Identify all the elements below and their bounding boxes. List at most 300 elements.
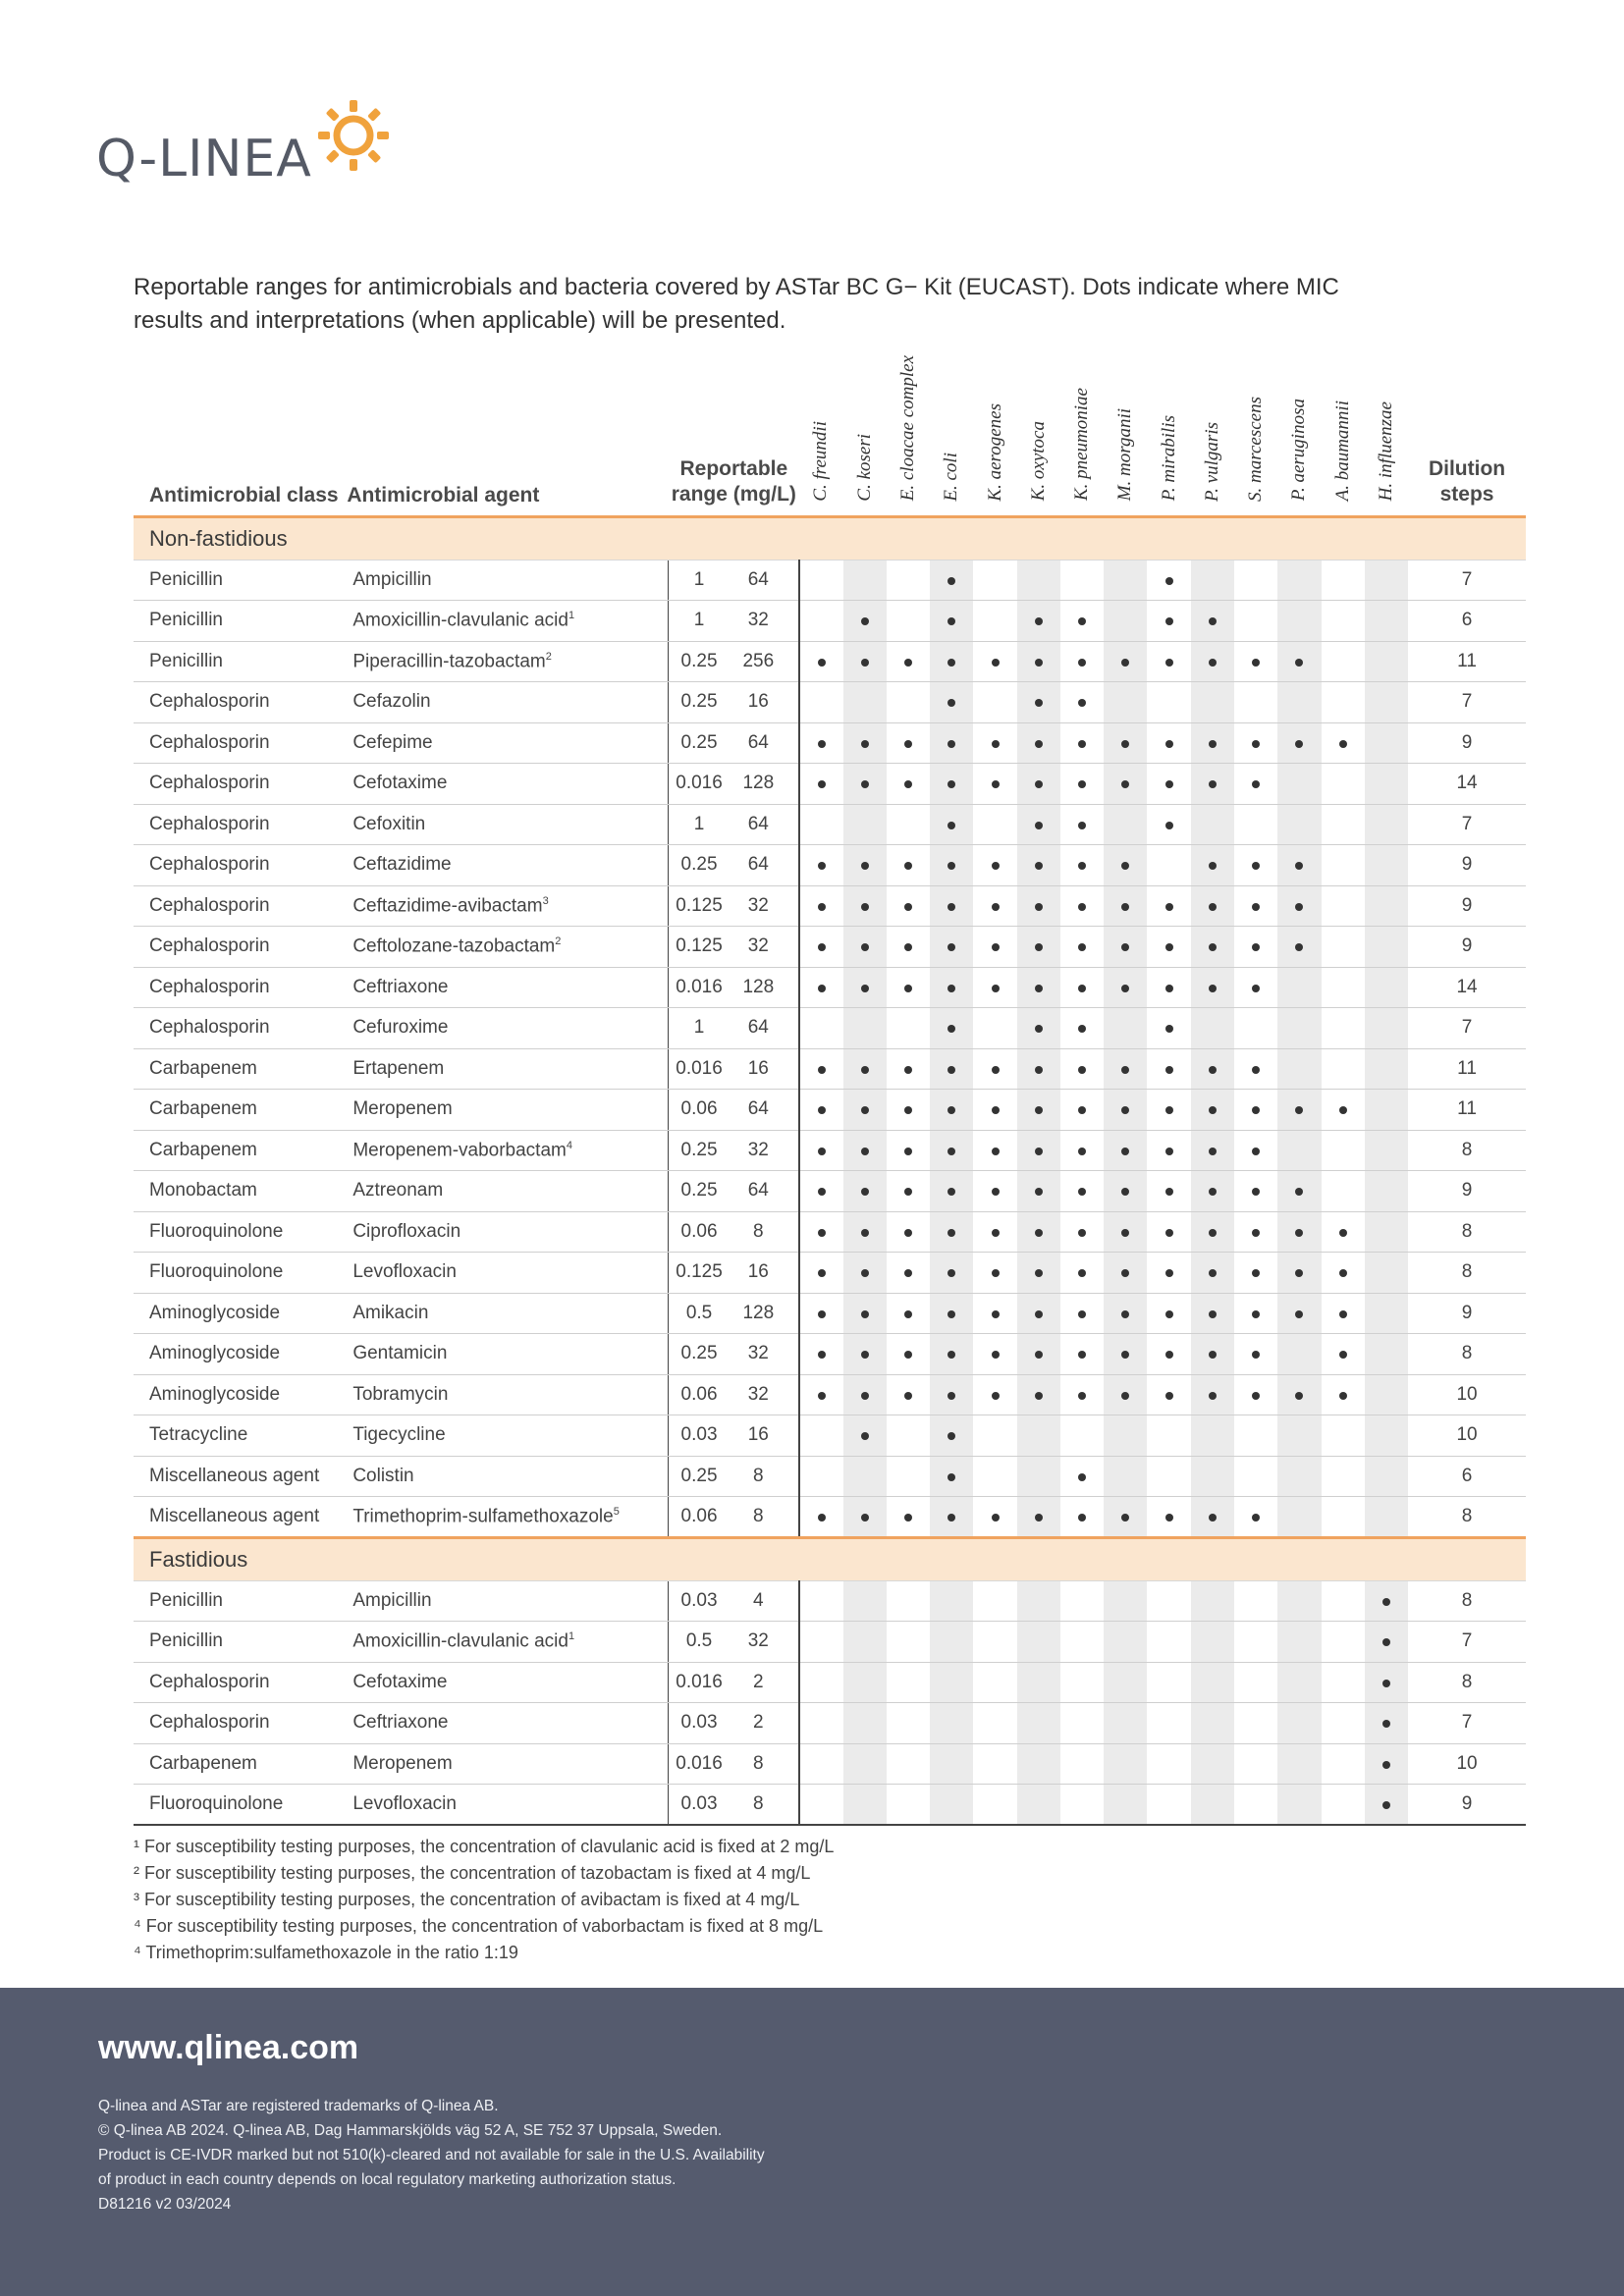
company-logo [96,96,410,194]
result-dot-icon [1252,1514,1260,1522]
organism-cell [1191,1253,1234,1294]
table-body [134,516,1526,1825]
organism-cell [973,1456,1016,1497]
organism-cell [799,845,842,886]
result-dot-icon [818,1310,826,1318]
organism-cell [843,1374,887,1415]
organism-cell [930,641,973,682]
result-dot-icon [1252,943,1260,951]
organism-cell [1017,1130,1060,1171]
organism-cell [887,1048,930,1090]
result-dot-icon [861,1310,869,1318]
organism-cell [973,1334,1016,1375]
agent-name: Ampicillin [352,568,432,590]
organism-cell [1234,1415,1277,1457]
organism-cell [1322,927,1365,968]
antimicrobial-class-cell: Aminoglycoside [134,1334,347,1375]
logo-wordmark: Q-LINEA [96,130,312,188]
organism-cell [1365,1497,1408,1538]
result-dot-icon [904,985,912,992]
organism-cell [887,1171,930,1212]
antimicrobial-agent-cell [347,1253,668,1294]
range-min-cell: 0.5 [668,1622,730,1663]
result-dot-icon [947,943,955,951]
organism-cell [1104,967,1147,1008]
result-dot-icon [992,1106,1000,1114]
organism-cell [799,1090,842,1131]
organism-cell [799,641,842,682]
organism-cell [843,1253,887,1294]
antimicrobial-class-cell: Cephalosporin [134,845,347,886]
organism-cell [843,722,887,764]
result-dot-icon [818,862,826,870]
dilution-steps-cell: 9 [1408,885,1526,927]
table-row [134,1090,1526,1131]
result-dot-icon [1121,740,1129,748]
antimicrobial-class-cell: Carbapenem [134,1743,347,1785]
result-dot-icon [947,699,955,707]
result-dot-icon [1078,1351,1086,1359]
organism-cell [1060,1374,1104,1415]
organism-cell [1060,1497,1104,1538]
organism-cell [973,1622,1016,1663]
result-dot-icon [1295,659,1303,667]
organism-cell [1147,1374,1190,1415]
organism-cell [1104,682,1147,723]
result-dot-icon [861,740,869,748]
footnote-marker: 1 [568,610,575,622]
organism-cell [887,1497,930,1538]
result-dot-icon [1121,1229,1129,1237]
result-dot-icon [1078,1066,1086,1074]
organism-cell [973,1293,1016,1334]
result-dot-icon [904,1106,912,1114]
organism-cell [799,1171,842,1212]
organism-label: P. mirabilis [1158,415,1179,502]
result-dot-icon [1035,617,1043,625]
result-dot-icon [947,780,955,788]
organism-cell [1104,1415,1147,1457]
organism-cell [1277,601,1321,642]
organism-cell [887,1293,930,1334]
organism-cell [1234,804,1277,845]
dilution-steps-cell: 8 [1408,1580,1526,1622]
organism-cell [843,804,887,845]
result-dot-icon [947,577,955,585]
organism-cell [1277,1374,1321,1415]
organism-cell [973,1743,1016,1785]
result-dot-icon [1078,1106,1086,1114]
result-dot-icon [1209,1229,1217,1237]
antimicrobial-class-cell: Tetracycline [134,1415,347,1457]
dilution-steps-cell: 9 [1408,927,1526,968]
organism-cell [1322,722,1365,764]
organism-cell [843,1415,887,1457]
table-row [134,885,1526,927]
result-dot-icon [1165,822,1173,829]
agent-name: Tobramycin [352,1383,449,1405]
dilution-steps-cell: 9 [1408,1171,1526,1212]
agent-name: Gentamicin [352,1343,448,1364]
range-min-cell: 1 [668,601,730,642]
dilution-steps-cell: 8 [1408,1497,1526,1538]
organism-cell [1365,1456,1408,1497]
range-min-cell: 0.25 [668,1456,730,1497]
organism-cell [799,560,842,601]
organism-cell [973,1703,1016,1744]
organism-cell [1060,1293,1104,1334]
organism-cell [930,804,973,845]
result-dot-icon [992,1148,1000,1155]
result-dot-icon [947,903,955,911]
result-dot-icon [861,1066,869,1074]
website-link[interactable]: www.qlinea.com [98,2029,359,2066]
result-dot-icon [1078,659,1086,667]
organism-label: C. freundii [810,420,832,502]
organism-cell [930,1171,973,1212]
range-max-cell: 16 [730,1253,799,1294]
result-dot-icon [1209,1066,1217,1074]
range-max-cell: 16 [730,1048,799,1090]
result-dot-icon [992,1229,1000,1237]
organism-cell [1147,560,1190,601]
result-dot-icon [861,1351,869,1359]
result-dot-icon [1078,943,1086,951]
result-dot-icon [1035,740,1043,748]
range-max-cell: 32 [730,885,799,927]
result-dot-icon [1121,1106,1129,1114]
organism-cell [973,1171,1016,1212]
organism-cell [1147,601,1190,642]
organism-cell [1277,1415,1321,1457]
result-dot-icon [1252,1106,1260,1114]
antimicrobial-agent-cell [347,1334,668,1375]
organism-cell [973,641,1016,682]
result-dot-icon [1121,985,1129,992]
organism-cell [1017,845,1060,886]
organism-cell [1147,1580,1190,1622]
organism-cell [1191,1743,1234,1785]
organism-cell [1191,1622,1234,1663]
range-max-cell: 64 [730,560,799,601]
organism-cell [1104,764,1147,805]
result-dot-icon [1121,1148,1129,1155]
organism-cell [1277,1580,1321,1622]
organism-cell [1322,1171,1365,1212]
antimicrobial-agent-cell [347,1497,668,1538]
antimicrobial-class-cell: Fluoroquinolone [134,1211,347,1253]
result-dot-icon [1209,1269,1217,1277]
result-dot-icon [1339,1106,1347,1114]
organism-cell [1060,1743,1104,1785]
result-dot-icon [947,1148,955,1155]
result-dot-icon [1382,1680,1390,1687]
organism-cell [1147,804,1190,845]
organism-cell [1322,641,1365,682]
range-max-cell: 16 [730,682,799,723]
header-organism [887,344,930,516]
organism-cell [887,1211,930,1253]
organism-cell [1191,722,1234,764]
organism-cell [1234,1785,1277,1826]
result-dot-icon [1252,862,1260,870]
result-dot-icon [904,659,912,667]
organism-cell [1017,885,1060,927]
result-dot-icon [818,1351,826,1359]
result-dot-icon [1295,903,1303,911]
organism-cell [1017,1048,1060,1090]
range-max-cell: 8 [730,1785,799,1826]
range-max-cell: 64 [730,1008,799,1049]
header-dilution-line1: Dilution [1428,456,1506,480]
organism-cell [1104,885,1147,927]
organism-cell [1277,1211,1321,1253]
range-max-cell: 32 [730,601,799,642]
antimicrobial-agent-cell [347,1703,668,1744]
organism-cell [1322,601,1365,642]
organism-cell [1017,1703,1060,1744]
organism-cell [1322,1048,1365,1090]
result-dot-icon [1382,1761,1390,1769]
organism-cell [843,1008,887,1049]
range-min-cell: 0.25 [668,641,730,682]
organism-cell [1365,885,1408,927]
header-organism [1060,344,1104,516]
organism-cell [1191,845,1234,886]
organism-cell [1147,1253,1190,1294]
table-row [134,845,1526,886]
result-dot-icon [947,1351,955,1359]
organism-cell [930,1130,973,1171]
organism-cell [1017,967,1060,1008]
organism-cell [1017,1374,1060,1415]
organism-cell [1365,641,1408,682]
result-dot-icon [1121,1188,1129,1196]
organism-cell [973,1048,1016,1090]
range-max-cell: 32 [730,1622,799,1663]
organism-cell [1191,885,1234,927]
antimicrobial-agent-cell [347,641,668,682]
organism-cell [973,722,1016,764]
dilution-steps-cell: 10 [1408,1374,1526,1415]
result-dot-icon [1078,780,1086,788]
antimicrobial-agent-cell [347,1662,668,1703]
table-row [134,1456,1526,1497]
result-dot-icon [947,1310,955,1318]
agent-name: Ceftazidime [352,854,452,876]
result-dot-icon [818,1392,826,1400]
antimicrobial-agent-cell [347,885,668,927]
organism-cell [1234,560,1277,601]
organism-cell [799,682,842,723]
organism-cell [1191,1580,1234,1622]
organism-cell [1277,1293,1321,1334]
antimicrobial-class-cell: Aminoglycoside [134,1374,347,1415]
result-dot-icon [904,1392,912,1400]
logo-sun-icon [314,96,393,175]
organism-cell [1147,967,1190,1008]
range-min-cell: 0.06 [668,1090,730,1131]
organism-cell [1322,1703,1365,1744]
result-dot-icon [1209,862,1217,870]
antimicrobial-agent-cell [347,1622,668,1663]
result-dot-icon [861,617,869,625]
table-row [134,1211,1526,1253]
organism-cell [887,1456,930,1497]
organism-cell [973,1662,1016,1703]
agent-name: Levofloxacin [352,1793,457,1814]
organism-cell [1365,1008,1408,1049]
result-dot-icon [947,985,955,992]
organism-cell [1234,1211,1277,1253]
result-dot-icon [904,1514,912,1522]
range-max-cell: 32 [730,1334,799,1375]
organism-cell [887,845,930,886]
table-row [134,1785,1526,1826]
organism-cell [1017,1334,1060,1375]
organism-label: S. marcescens [1245,396,1267,502]
organism-cell [1365,1171,1408,1212]
range-min-cell: 0.03 [668,1785,730,1826]
organism-cell [843,560,887,601]
range-min-cell: 0.03 [668,1580,730,1622]
result-dot-icon [1035,1148,1043,1155]
antimicrobial-agent-cell [347,764,668,805]
organism-cell [1365,764,1408,805]
organism-cell [1060,764,1104,805]
range-max-cell: 128 [730,1293,799,1334]
organism-label: K. aerogenes [984,402,1005,502]
result-dot-icon [861,1392,869,1400]
organism-cell [1277,927,1321,968]
organism-cell [1277,1008,1321,1049]
result-dot-icon [1165,1310,1173,1318]
organism-cell [1104,560,1147,601]
organism-cell [1060,1130,1104,1171]
agent-name: Cefazolin [352,691,431,713]
result-dot-icon [861,1106,869,1114]
result-dot-icon [1078,862,1086,870]
agent-name: Trimethoprim-sulfamethoxazole [352,1505,614,1526]
organism-cell [973,764,1016,805]
organism-cell [1365,1580,1408,1622]
organism-cell [1104,1293,1147,1334]
organism-cell [1017,1253,1060,1294]
table-row [134,927,1526,968]
organism-cell [1365,1662,1408,1703]
organism-cell [973,1211,1016,1253]
result-dot-icon [904,740,912,748]
organism-cell [887,1253,930,1294]
table-row [134,1415,1526,1457]
dilution-steps-cell: 8 [1408,1211,1526,1253]
agent-name: Meropenem [352,1098,453,1120]
organism-cell [973,967,1016,1008]
header-organism [843,344,887,516]
organism-cell [1365,1211,1408,1253]
organism-cell [799,1048,842,1090]
antimicrobial-class-cell: Carbapenem [134,1048,347,1090]
organism-cell [930,1008,973,1049]
organism-cell [1234,1334,1277,1375]
organism-cell [799,601,842,642]
table-row [134,1374,1526,1415]
organism-cell [1234,1374,1277,1415]
organism-cell [1060,601,1104,642]
table-row [134,1743,1526,1785]
organism-cell [1234,682,1277,723]
organism-cell [930,1580,973,1622]
organism-cell [1147,1171,1190,1212]
organism-cell [1234,1008,1277,1049]
organism-cell [1017,1785,1060,1826]
organism-cell [1191,1008,1234,1049]
section-title: Non-fastidious [134,516,1526,560]
organism-label: E. coli [941,452,962,502]
result-dot-icon [1295,1188,1303,1196]
result-dot-icon [1252,1188,1260,1196]
organism-cell [1277,1456,1321,1497]
result-dot-icon [992,659,1000,667]
range-min-cell: 0.25 [668,1334,730,1375]
result-dot-icon [904,1269,912,1277]
page-footer [0,1988,1624,2296]
organism-cell [1147,764,1190,805]
organism-cell [1234,1743,1277,1785]
organism-cell [1365,845,1408,886]
organism-cell [1322,1090,1365,1131]
range-min-cell: 0.06 [668,1497,730,1538]
organism-cell [799,1743,842,1785]
result-dot-icon [992,1514,1000,1522]
result-dot-icon [1209,780,1217,788]
agent-name: Ceftriaxone [352,976,449,997]
agent-name: Cefoxitin [352,813,426,834]
result-dot-icon [1165,1106,1173,1114]
organism-cell [1060,641,1104,682]
range-min-cell: 1 [668,1008,730,1049]
dilution-steps-cell: 7 [1408,1703,1526,1744]
organism-cell [1147,1622,1190,1663]
organism-cell [887,1334,930,1375]
organism-cell [1322,1785,1365,1826]
antimicrobial-agent-cell [347,1456,668,1497]
result-dot-icon [1078,1025,1086,1033]
result-dot-icon [1121,943,1129,951]
header-organism [930,344,973,516]
agent-name: Ertapenem [352,1057,445,1079]
footnote-marker: 2 [545,650,552,663]
organism-cell [799,764,842,805]
result-dot-icon [818,1066,826,1074]
header-range-line1: Reportable [679,456,788,480]
organism-cell [1234,601,1277,642]
result-dot-icon [992,862,1000,870]
organism-cell [1191,641,1234,682]
result-dot-icon [1078,1148,1086,1155]
organism-cell [1104,1743,1147,1785]
organism-cell [843,1211,887,1253]
organism-cell [1017,1497,1060,1538]
organism-cell [1017,1580,1060,1622]
organism-cell [1060,1785,1104,1826]
result-dot-icon [1295,1106,1303,1114]
organism-cell [1060,927,1104,968]
organism-cell [1060,1171,1104,1212]
organism-cell [843,845,887,886]
header-dilution-line2: steps [1439,482,1494,506]
organism-cell [1017,1415,1060,1457]
